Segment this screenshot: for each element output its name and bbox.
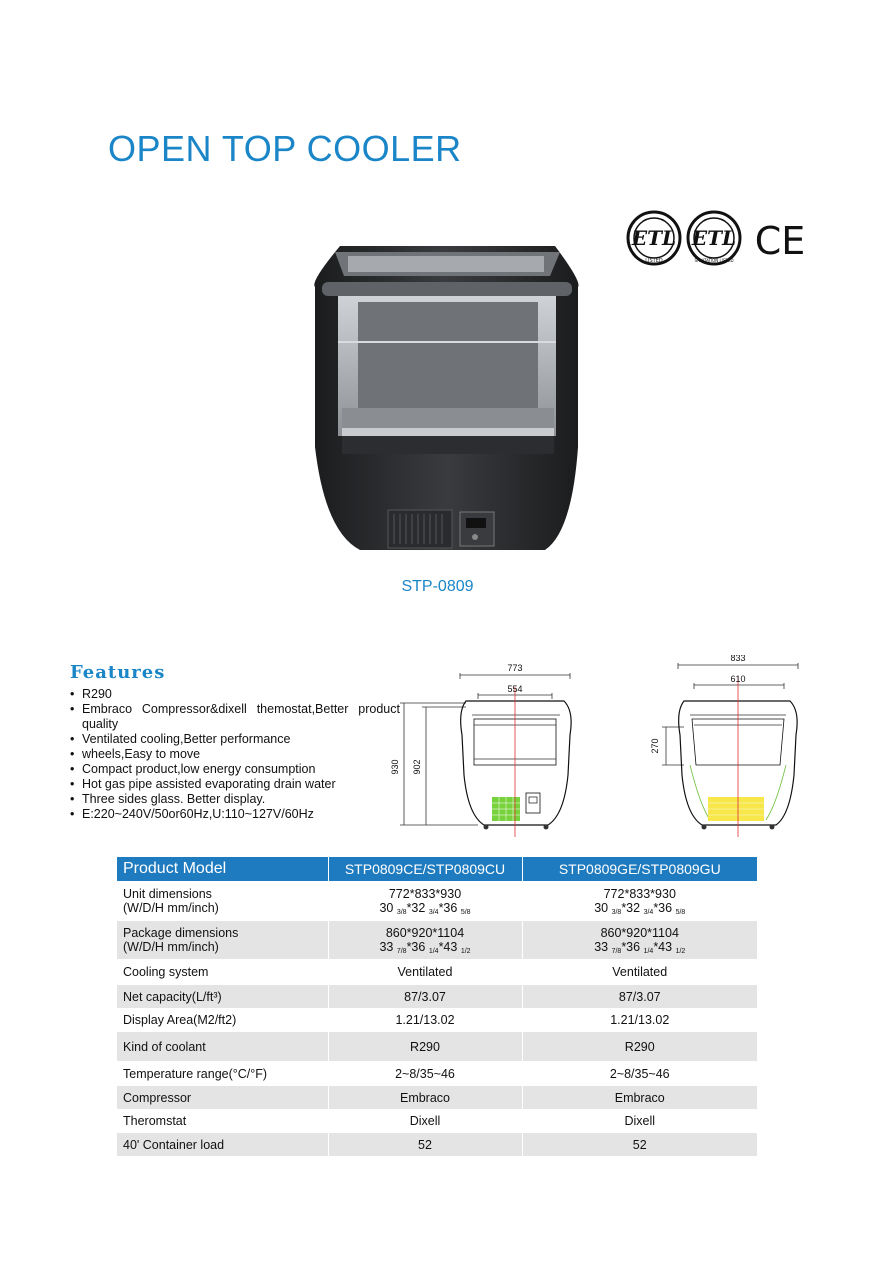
feature-item: • R290 xyxy=(70,687,400,702)
dim-side-opening: 270 xyxy=(650,738,660,754)
features-heading: Features xyxy=(70,662,166,683)
dim-front-inner: 554 xyxy=(507,684,523,694)
table-row xyxy=(117,1061,757,1086)
row-label: Net capacity(L/ft³) xyxy=(117,985,328,1008)
etl-listed-caption: LISTED xyxy=(645,258,663,264)
cell-value: 52 xyxy=(328,1133,522,1156)
etl-sanitation-icon xyxy=(688,212,740,264)
header-product-model: Product Model xyxy=(117,857,328,881)
cell-value: 772*833*930 30 $_{3/8}$*32 $_{3/4}$*36 $_{5/8}$ xyxy=(328,881,522,921)
feature-item: • Embraco Compressor&dixell themostat,Better product quality xyxy=(70,702,400,732)
front-view-diagram xyxy=(388,655,588,840)
feature-item: • Compact product,low energy consumption xyxy=(70,762,400,777)
cell-value: 772*833*930 30 $_{3/8}$*32 $_{3/4}$*36 $_{5/8}$ xyxy=(522,881,757,921)
cell-value: 87/3.07 xyxy=(328,985,522,1008)
cell-value: Embraco xyxy=(522,1086,757,1109)
etl-listed-icon xyxy=(628,212,680,264)
etl-sanitation-caption: SANITATION LISTED xyxy=(694,258,734,263)
product-image xyxy=(300,232,590,562)
cell-value: 860*920*1104 33 $_{7/8}$*36 $_{1/4}$*43 $_{1/2}$ xyxy=(328,921,522,959)
row-label: Cooling system xyxy=(117,959,328,985)
table-row xyxy=(117,1032,757,1061)
cell-value: 2~8/35~46 xyxy=(328,1061,522,1086)
cell-value: Ventilated xyxy=(328,959,522,985)
dim-side-inner: 610 xyxy=(730,674,746,684)
cell-value: 87/3.07 xyxy=(522,985,757,1008)
cell-value: 52 xyxy=(522,1133,757,1156)
cell-value: 860*920*1104 33 $_{7/8}$*36 $_{1/4}$*43 $_{1/2}$ xyxy=(522,921,757,959)
table-row xyxy=(117,921,757,959)
cell-value: R290 xyxy=(522,1032,757,1061)
features-section xyxy=(70,662,400,822)
model-caption: STP-0809 xyxy=(401,578,474,595)
table-row xyxy=(117,1086,757,1109)
cell-value: 1.21/13.02 xyxy=(522,1008,757,1032)
cell-value: Dixell xyxy=(328,1109,522,1133)
table-row xyxy=(117,1109,757,1133)
dim-front-height: 930 xyxy=(390,759,400,775)
cell-value: 2~8/35~46 xyxy=(522,1061,757,1086)
cell-value: Dixell xyxy=(522,1109,757,1133)
row-label: Temperature range(°C/°F) xyxy=(117,1061,328,1086)
row-label: Theromstat xyxy=(117,1109,328,1133)
table-row xyxy=(117,1133,757,1156)
header-model-ge: STP0809GE/STP0809GU xyxy=(522,857,757,881)
feature-item: • wheels,Easy to move xyxy=(70,747,400,762)
ce-mark-icon: CE xyxy=(754,219,806,263)
dim-front-height-inner: 902 xyxy=(412,759,422,775)
table-header-row xyxy=(117,857,757,881)
row-label: Compressor xyxy=(117,1086,328,1109)
row-label: Unit dimensions (W/D/H mm/inch) xyxy=(117,881,328,921)
table-row xyxy=(117,1008,757,1032)
spec-table xyxy=(117,857,757,1156)
feature-item: • Ventilated cooling,Better performance xyxy=(70,732,400,747)
features-list xyxy=(70,687,400,822)
table-row xyxy=(117,959,757,985)
page-title: OPEN TOP COOLER xyxy=(108,128,462,169)
header-model-ce: STP0809CE/STP0809CU xyxy=(328,857,522,881)
row-label: 40' Container load xyxy=(117,1133,328,1156)
side-view-diagram xyxy=(640,655,815,840)
cell-value: 1.21/13.02 xyxy=(328,1008,522,1032)
cell-value: R290 xyxy=(328,1032,522,1061)
svg-text:ETL: ETL xyxy=(631,226,677,250)
table-row xyxy=(117,881,757,921)
row-label: Display Area(M2/ft2) xyxy=(117,1008,328,1032)
row-label: Kind of coolant xyxy=(117,1032,328,1061)
cell-value: Ventilated xyxy=(522,959,757,985)
cell-value: Embraco xyxy=(328,1086,522,1109)
svg-text:ETL: ETL xyxy=(691,226,737,250)
feature-item: • E:220~240V/50or60Hz,U:110~127V/60Hz xyxy=(70,807,400,822)
row-label: Package dimensions (W/D/H mm/inch) xyxy=(117,921,328,959)
dim-side-depth: 833 xyxy=(730,655,746,663)
certification-logos xyxy=(626,210,811,270)
feature-item: • Three sides glass. Better display. xyxy=(70,792,400,807)
dim-front-width: 773 xyxy=(507,663,523,673)
feature-item: • Hot gas pipe assisted evaporating drain water xyxy=(70,777,400,792)
table-row xyxy=(117,985,757,1008)
